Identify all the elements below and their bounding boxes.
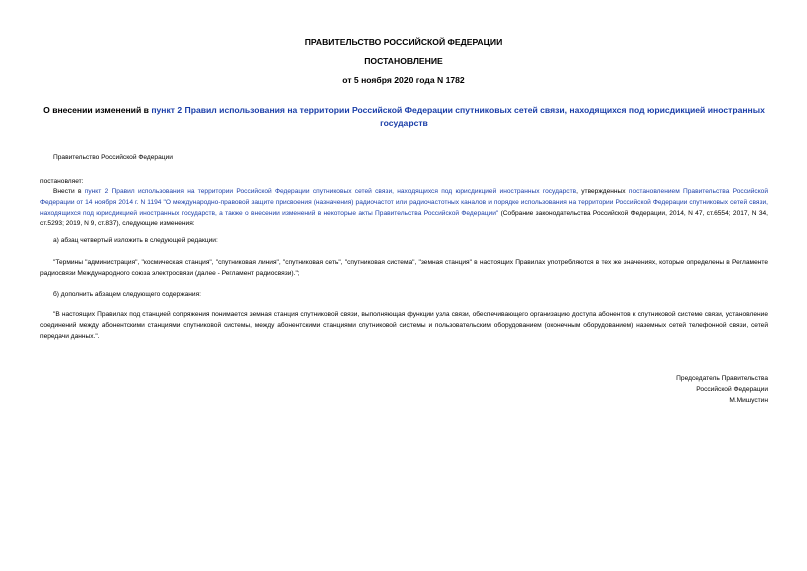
resolution-link[interactable]: постановлением Правительства Российской Федерации от 14 ноября 2014 г. N 1194 "О международно-правовой защите присвоения (назначения) радиочастот или радиочастотных каналов и порядке использования на территории Российской Федерации спутниковых сетей связи, находящихся под юрисдикцией иностранных государств, а также о внесении изменений в некоторые акты Правительства Российской Федерации" <box>40 188 768 217</box>
signature-title: Председатель Правительства <box>676 375 768 382</box>
main-text-2: , утвержденных <box>576 188 629 195</box>
signature-country: Российской Федерации <box>696 386 768 393</box>
subject-prefix: О внесении изменений в <box>43 105 152 115</box>
item-a: а) абзац четвертый изложить в следующей редакции: <box>53 237 218 244</box>
item-b: б) дополнить абзацем следующего содержания: <box>53 291 202 298</box>
signature-block <box>676 373 768 406</box>
main-text-3: (Собрание законодательства Российской Федерации, 2014, N 47, ст.6554; 2017, N 34, ст.5293; 2019, N 9, ст.837), следующие изменения: <box>40 209 768 228</box>
subject-link[interactable]: пункт 2 Правил использования на территории Российской Федерации спутниковых сетей связи, находящихся под юрисдикцией иностранных государств <box>151 105 765 128</box>
definition-paragraph: "В настоящих Правилах под станцией сопряжения понимается земная станция спутниковой связи, выполняющая функции узла связи, обеспечивающего организацию доступа абонентов к спутниковой системе связи, установление соединений между абонентскими станциями спутниковой системы, между абонентскими станциями спутниковой системы и пользовательским оборудованием (оконечным оборудованием) наземных сетей телефонной связи, сетей передачи данных.". <box>40 311 768 340</box>
main-paragraph <box>40 187 768 230</box>
government-line: Правительство Российской Федерации <box>53 154 173 161</box>
document-type-heading: ПОСТАНОВЛЕНИЕ <box>364 56 443 66</box>
signature-name: М.Мишустин <box>729 397 768 404</box>
date-number-heading: от 5 ноября 2020 года N 1782 <box>342 75 465 85</box>
main-text-1: Внести в <box>53 188 85 195</box>
resolves-line: постановляет: <box>40 178 84 185</box>
terms-paragraph: "Термины "администрация", "космическая станция", "спутниковая линия", "спутниковая сеть", "спутниковая система", "земная станция" в настоящих Правилах употребляются в тех же значениях, которые определены в Регламенте радиосвязи Международного союза электросвязи (далее - Регламент радиосвязи)."; <box>40 259 768 277</box>
document-subject <box>40 104 768 130</box>
rules-link[interactable]: пункт 2 Правил использования на территории Российской Федерации спутниковых сетей связи, находящихся под юрисдикцией иностранных государств <box>84 188 577 195</box>
issuer-heading: ПРАВИТЕЛЬСТВО РОССИЙСКОЙ ФЕДЕРАЦИИ <box>304 37 503 47</box>
